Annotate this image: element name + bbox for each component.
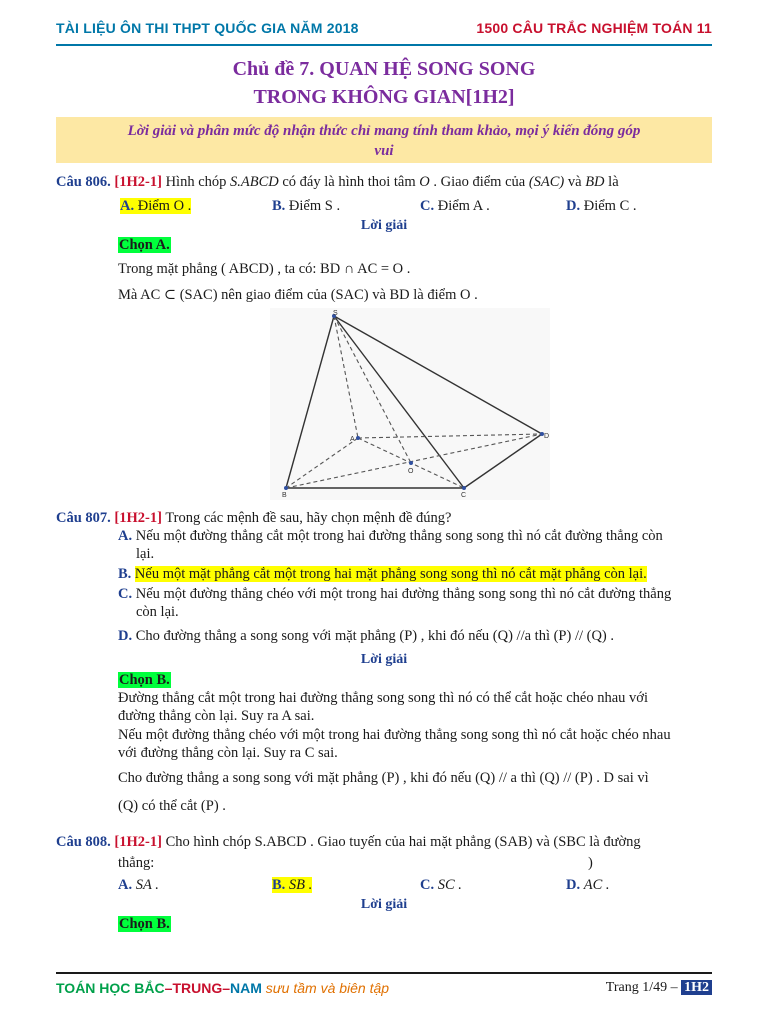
label-c: C bbox=[461, 492, 467, 499]
answer-choice-text: Chọn A. bbox=[119, 237, 170, 253]
solution-line: Trong mặt phẳng ( ABCD) , ta có: BD ∩ AC = O . bbox=[118, 261, 411, 277]
note-banner-line1: Lời giải và phân mức độ nhận thức chỉ mang tính tham khảo, mọi ý kiến đóng góp bbox=[127, 123, 641, 139]
option-c bbox=[118, 586, 718, 603]
stem-math: (SAC) bbox=[528, 174, 565, 190]
option-text: Nếu một đường thẳng cắt một trong hai đường thẳng song song thì nó cắt đường thẳng còn bbox=[135, 528, 663, 544]
question-tag: [1H2-1] bbox=[114, 834, 162, 850]
footer-dash: – bbox=[222, 980, 231, 996]
option-label: B. bbox=[272, 877, 286, 893]
option-label: C. bbox=[420, 198, 435, 214]
option-text: Điểm S . bbox=[288, 198, 341, 214]
solution-line: Mà AC ⊂ (SAC) nên giao điểm của (SAC) và BD là điểm O . bbox=[118, 287, 478, 303]
option-a bbox=[118, 528, 718, 545]
solution-line: Nếu một đường thẳng chéo với một trong hai đường thẳng song song thì nó cắt hoặc chéo nhau bbox=[118, 727, 671, 743]
option-b bbox=[118, 566, 647, 583]
stem-text: Cho hình chóp S.ABCD . Giao tuyến của hai mặt phẳng (SAB) và (SBC là đường bbox=[165, 834, 641, 850]
solution-heading: Lời giải bbox=[360, 652, 408, 667]
solution-line: Cho đường thẳng a song song với mặt phẳng (P) , khi đó nếu (Q) // a thì (Q) // (P) . D sai vì bbox=[118, 770, 649, 786]
question-808-stem bbox=[56, 834, 641, 851]
label-d: D bbox=[544, 433, 550, 440]
point-o bbox=[409, 461, 413, 465]
answer-choice bbox=[118, 916, 171, 933]
stem-text: . Giao điểm của bbox=[433, 174, 526, 190]
option-label: A. bbox=[118, 528, 133, 544]
footer-part1: TOÁN HỌC BẮC bbox=[56, 980, 165, 996]
footer-dash: – bbox=[164, 980, 173, 996]
question-number: Câu 806. bbox=[56, 174, 111, 190]
option-b bbox=[272, 877, 312, 894]
chapter-title-line1: Chủ đề 7. QUAN HỆ SONG SONG bbox=[232, 58, 536, 80]
option-text: SC . bbox=[437, 877, 462, 893]
option-label: B. bbox=[272, 198, 286, 214]
chapter-title-line2: TRONG KHÔNG GIAN[1H2] bbox=[253, 86, 515, 108]
option-a-continuation: lại. bbox=[136, 546, 155, 562]
option-a bbox=[120, 198, 191, 215]
option-label: D. bbox=[118, 628, 133, 644]
answer-choice-text: Chọn B. bbox=[119, 672, 170, 688]
option-text: Nếu một đường thẳng chéo với một trong hai đường thẳng song song thì nó cắt đường thẳng bbox=[135, 586, 672, 602]
option-label: A. bbox=[120, 198, 135, 214]
option-b bbox=[272, 198, 340, 215]
stem-continuation: thẳng: bbox=[118, 855, 155, 871]
label-o: O bbox=[408, 468, 414, 475]
solution-line: (Q) có thể cắt (P) . bbox=[118, 798, 226, 814]
option-label: D. bbox=[566, 198, 581, 214]
question-number: Câu 808. bbox=[56, 834, 111, 850]
option-text: AC . bbox=[583, 877, 610, 893]
header-right-title: 1500 CÂU TRẮC NGHIỆM TOÁN 11 bbox=[476, 20, 712, 36]
option-d bbox=[566, 198, 637, 215]
option-c bbox=[420, 198, 490, 215]
option-text: Điểm O . bbox=[137, 198, 192, 214]
stem-text: Trong các mệnh đề sau, hãy chọn mệnh đề đúng? bbox=[165, 510, 452, 526]
solution-heading: Lời giải bbox=[360, 897, 408, 912]
option-text: SA . bbox=[135, 877, 159, 893]
question-number: Câu 807. bbox=[56, 510, 111, 526]
solution-line: đường thẳng còn lại. Suy ra A sai. bbox=[118, 708, 315, 724]
stem-text: và bbox=[567, 174, 582, 190]
stem-math: O bbox=[419, 174, 430, 190]
answer-choice-text: Chọn B. bbox=[119, 916, 170, 932]
point-a bbox=[356, 436, 360, 440]
question-806-stem bbox=[56, 174, 619, 191]
point-b bbox=[284, 486, 288, 490]
solution-heading: Lời giải bbox=[360, 218, 408, 233]
question-tag: [1H2-1] bbox=[114, 510, 162, 526]
option-label: D. bbox=[566, 877, 581, 893]
footer-divider bbox=[56, 972, 712, 974]
page-number-text: Trang 1/49 – bbox=[605, 980, 678, 995]
stem-text: là bbox=[608, 174, 619, 190]
answer-choice bbox=[118, 672, 171, 689]
point-c bbox=[462, 486, 466, 490]
label-a: A bbox=[350, 436, 355, 443]
option-a bbox=[118, 877, 159, 894]
question-tag: [1H2-1] bbox=[114, 174, 162, 190]
note-banner-line2: vui bbox=[374, 143, 394, 159]
option-label: B. bbox=[118, 566, 132, 582]
option-text: Điểm A . bbox=[437, 198, 490, 214]
option-text: Điểm C . bbox=[583, 198, 637, 214]
option-c bbox=[420, 877, 462, 894]
label-s: S bbox=[333, 310, 338, 317]
option-label: C. bbox=[420, 877, 435, 893]
footer-italic: sưu tầm bbox=[265, 980, 317, 996]
page-badge: 1H2 bbox=[681, 980, 712, 995]
label-b: B bbox=[282, 492, 287, 499]
stem-math: S.ABCD bbox=[230, 174, 279, 190]
stem-text: Hình chóp bbox=[165, 174, 227, 190]
option-d bbox=[118, 628, 614, 645]
solution-line: Đường thẳng cắt một trong hai đường thẳng song song thì nó có thể cắt hoặc chéo nhau với bbox=[118, 690, 649, 706]
note-banner-text bbox=[62, 121, 706, 161]
option-d bbox=[566, 877, 610, 894]
option-label: C. bbox=[118, 586, 133, 602]
pyramid-figure bbox=[270, 308, 550, 500]
question-807-stem bbox=[56, 510, 451, 527]
option-text: Nếu một mặt phẳng cắt một trong hai mặt phẳng song song thì nó cắt mặt phẳng còn lại. bbox=[134, 566, 647, 582]
stem-math: BD bbox=[585, 174, 605, 190]
option-text: Cho đường thẳng a song song với mặt phẳng (P) , khi đó nếu (Q) //a thì (P) // (Q) . bbox=[135, 628, 615, 644]
footer-part3: NAM bbox=[230, 980, 262, 996]
option-c-continuation: còn lại. bbox=[136, 604, 179, 620]
page-number bbox=[606, 980, 712, 996]
answer-choice bbox=[118, 237, 171, 254]
option-label: A. bbox=[118, 877, 133, 893]
header-left-title: TÀI LIỆU ÔN THI THPT QUỐC GIA NĂM 2018 bbox=[56, 20, 359, 36]
option-text: SB . bbox=[288, 877, 313, 893]
solution-line: với đường thẳng còn lại. Suy ra C sai. bbox=[118, 745, 338, 761]
footer-rest: và biên tập bbox=[320, 980, 390, 996]
stem-text: có đáy là hình thoi tâm bbox=[282, 174, 416, 190]
footer-credit bbox=[56, 980, 389, 996]
header-divider bbox=[56, 44, 712, 46]
stem-paren: ) bbox=[588, 855, 593, 871]
footer-part2: TRUNG bbox=[172, 980, 223, 996]
